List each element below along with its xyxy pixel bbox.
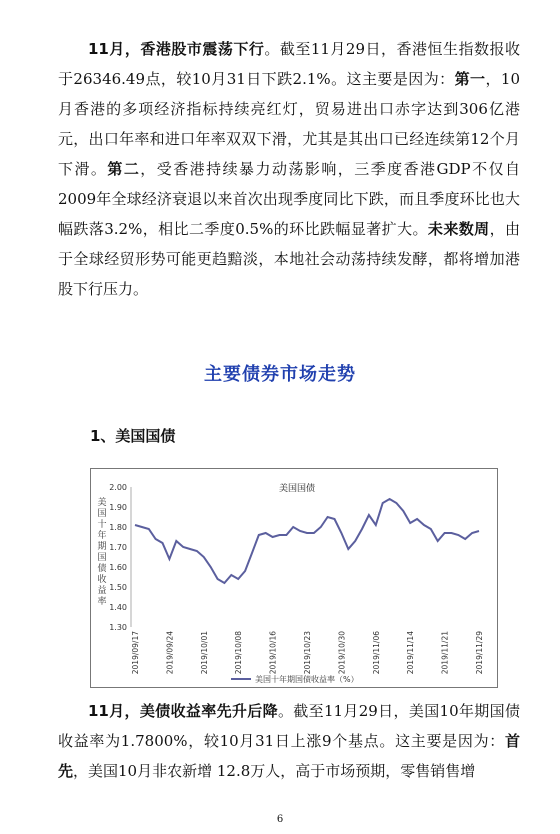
us-treasury-chart — [90, 468, 498, 688]
para1-key-3: 未来数周 — [427, 220, 490, 238]
para2-key-1: 首先 — [58, 732, 520, 780]
para2-text-2: ，美国10月非农新增 12.8万人，高于市场预期，零售销售增 — [73, 762, 476, 780]
y-tick-label: 1.40 — [109, 603, 127, 612]
para1-text-1: 。截至11月29日，香港恒生指数报收于26346.49点，较10月31日下跌2.1%。这主要是因为： — [58, 40, 520, 88]
para1-key-2: 第二 — [107, 160, 141, 178]
y-tick-label: 1.60 — [109, 563, 127, 572]
chart-title: 美国国债 — [278, 484, 316, 494]
x-tick-label: 2019/11/06 — [371, 631, 381, 675]
y-tick-label: 2.00 — [109, 483, 127, 492]
y-tick-label: 1.80 — [109, 523, 127, 532]
para2-lead: 11月，美债收益率先升后降 — [88, 702, 278, 720]
x-tick-label: 2019/09/17 — [131, 631, 140, 675]
y-axis-label-char: 国 — [97, 509, 107, 519]
section-title: 主要债券市场走势 — [204, 364, 356, 385]
para1-text-3: ，受香港持续暴力动荡影响，三季度香港GDP不仅自2009年全球经济衰退以来首次出现季度同比下跌，而且季度环比也大幅跌落3.2%，相比二季度0.5%的环比跌幅显著扩大。 — [58, 160, 520, 238]
x-tick-label: 2019/10/16 — [268, 631, 278, 675]
x-tick-label: 2019/11/21 — [440, 631, 450, 675]
paragraph-us-treasury — [58, 696, 520, 786]
y-axis-label-char: 债 — [97, 564, 107, 574]
para1-text-2: ，10月香港的多项经济指标持续亮红灯，贸易进出口赤字达到306亿港元，出口年率和进口年率双双下滑，尤其是其出口已经连续第12个月下滑。 — [58, 70, 520, 178]
para1-lead: 11月，香港股市震荡下行 — [88, 40, 265, 58]
y-axis-label-char: 益 — [97, 586, 107, 596]
y-tick-label: 1.90 — [109, 503, 127, 512]
y-tick-label: 1.50 — [109, 583, 127, 592]
subheading-us-treasury: 1、美国国债 — [90, 427, 176, 445]
x-tick-label: 2019/11/29 — [475, 631, 484, 675]
y-axis-label-char: 率 — [97, 597, 107, 607]
x-tick-label: 2019/11/14 — [406, 631, 416, 675]
para2-text-1: 。截至11月29日，美国10年期国债收益率为1.7800%，较10月31日上涨9个基点。这主要是因为： — [58, 702, 520, 750]
x-tick-label: 2019/10/01 — [199, 631, 209, 675]
y-axis-label-char: 美 — [97, 498, 107, 508]
x-tick-label: 2019/10/30 — [337, 631, 347, 675]
y-tick-label: 1.30 — [109, 623, 127, 632]
para1-key-1: 第一 — [454, 70, 486, 88]
x-tick-label: 2019/09/24 — [165, 631, 175, 675]
x-tick-label: 2019/10/08 — [234, 631, 244, 675]
paragraph-hk-stock — [58, 34, 520, 304]
y-axis-label-char: 国 — [97, 553, 107, 563]
y-axis-label-char: 收 — [97, 575, 107, 585]
y-axis-label-char: 期 — [97, 542, 107, 552]
y-tick-label: 1.70 — [109, 543, 127, 552]
y-axis-label-char: 十 — [97, 520, 107, 530]
chart-svg — [91, 469, 499, 689]
y-axis-label-char: 年 — [97, 531, 107, 541]
page-number: 6 — [276, 814, 284, 825]
legend-label: 美国十年期国债收益率（%） — [255, 675, 359, 684]
series-line — [135, 499, 479, 583]
para1-text-4: ，由于全球经贸形势可能更趋黯淡，本地社会动荡持续发酵，都将增加港股下行压力。 — [58, 220, 520, 298]
x-tick-label: 2019/10/23 — [303, 631, 312, 675]
